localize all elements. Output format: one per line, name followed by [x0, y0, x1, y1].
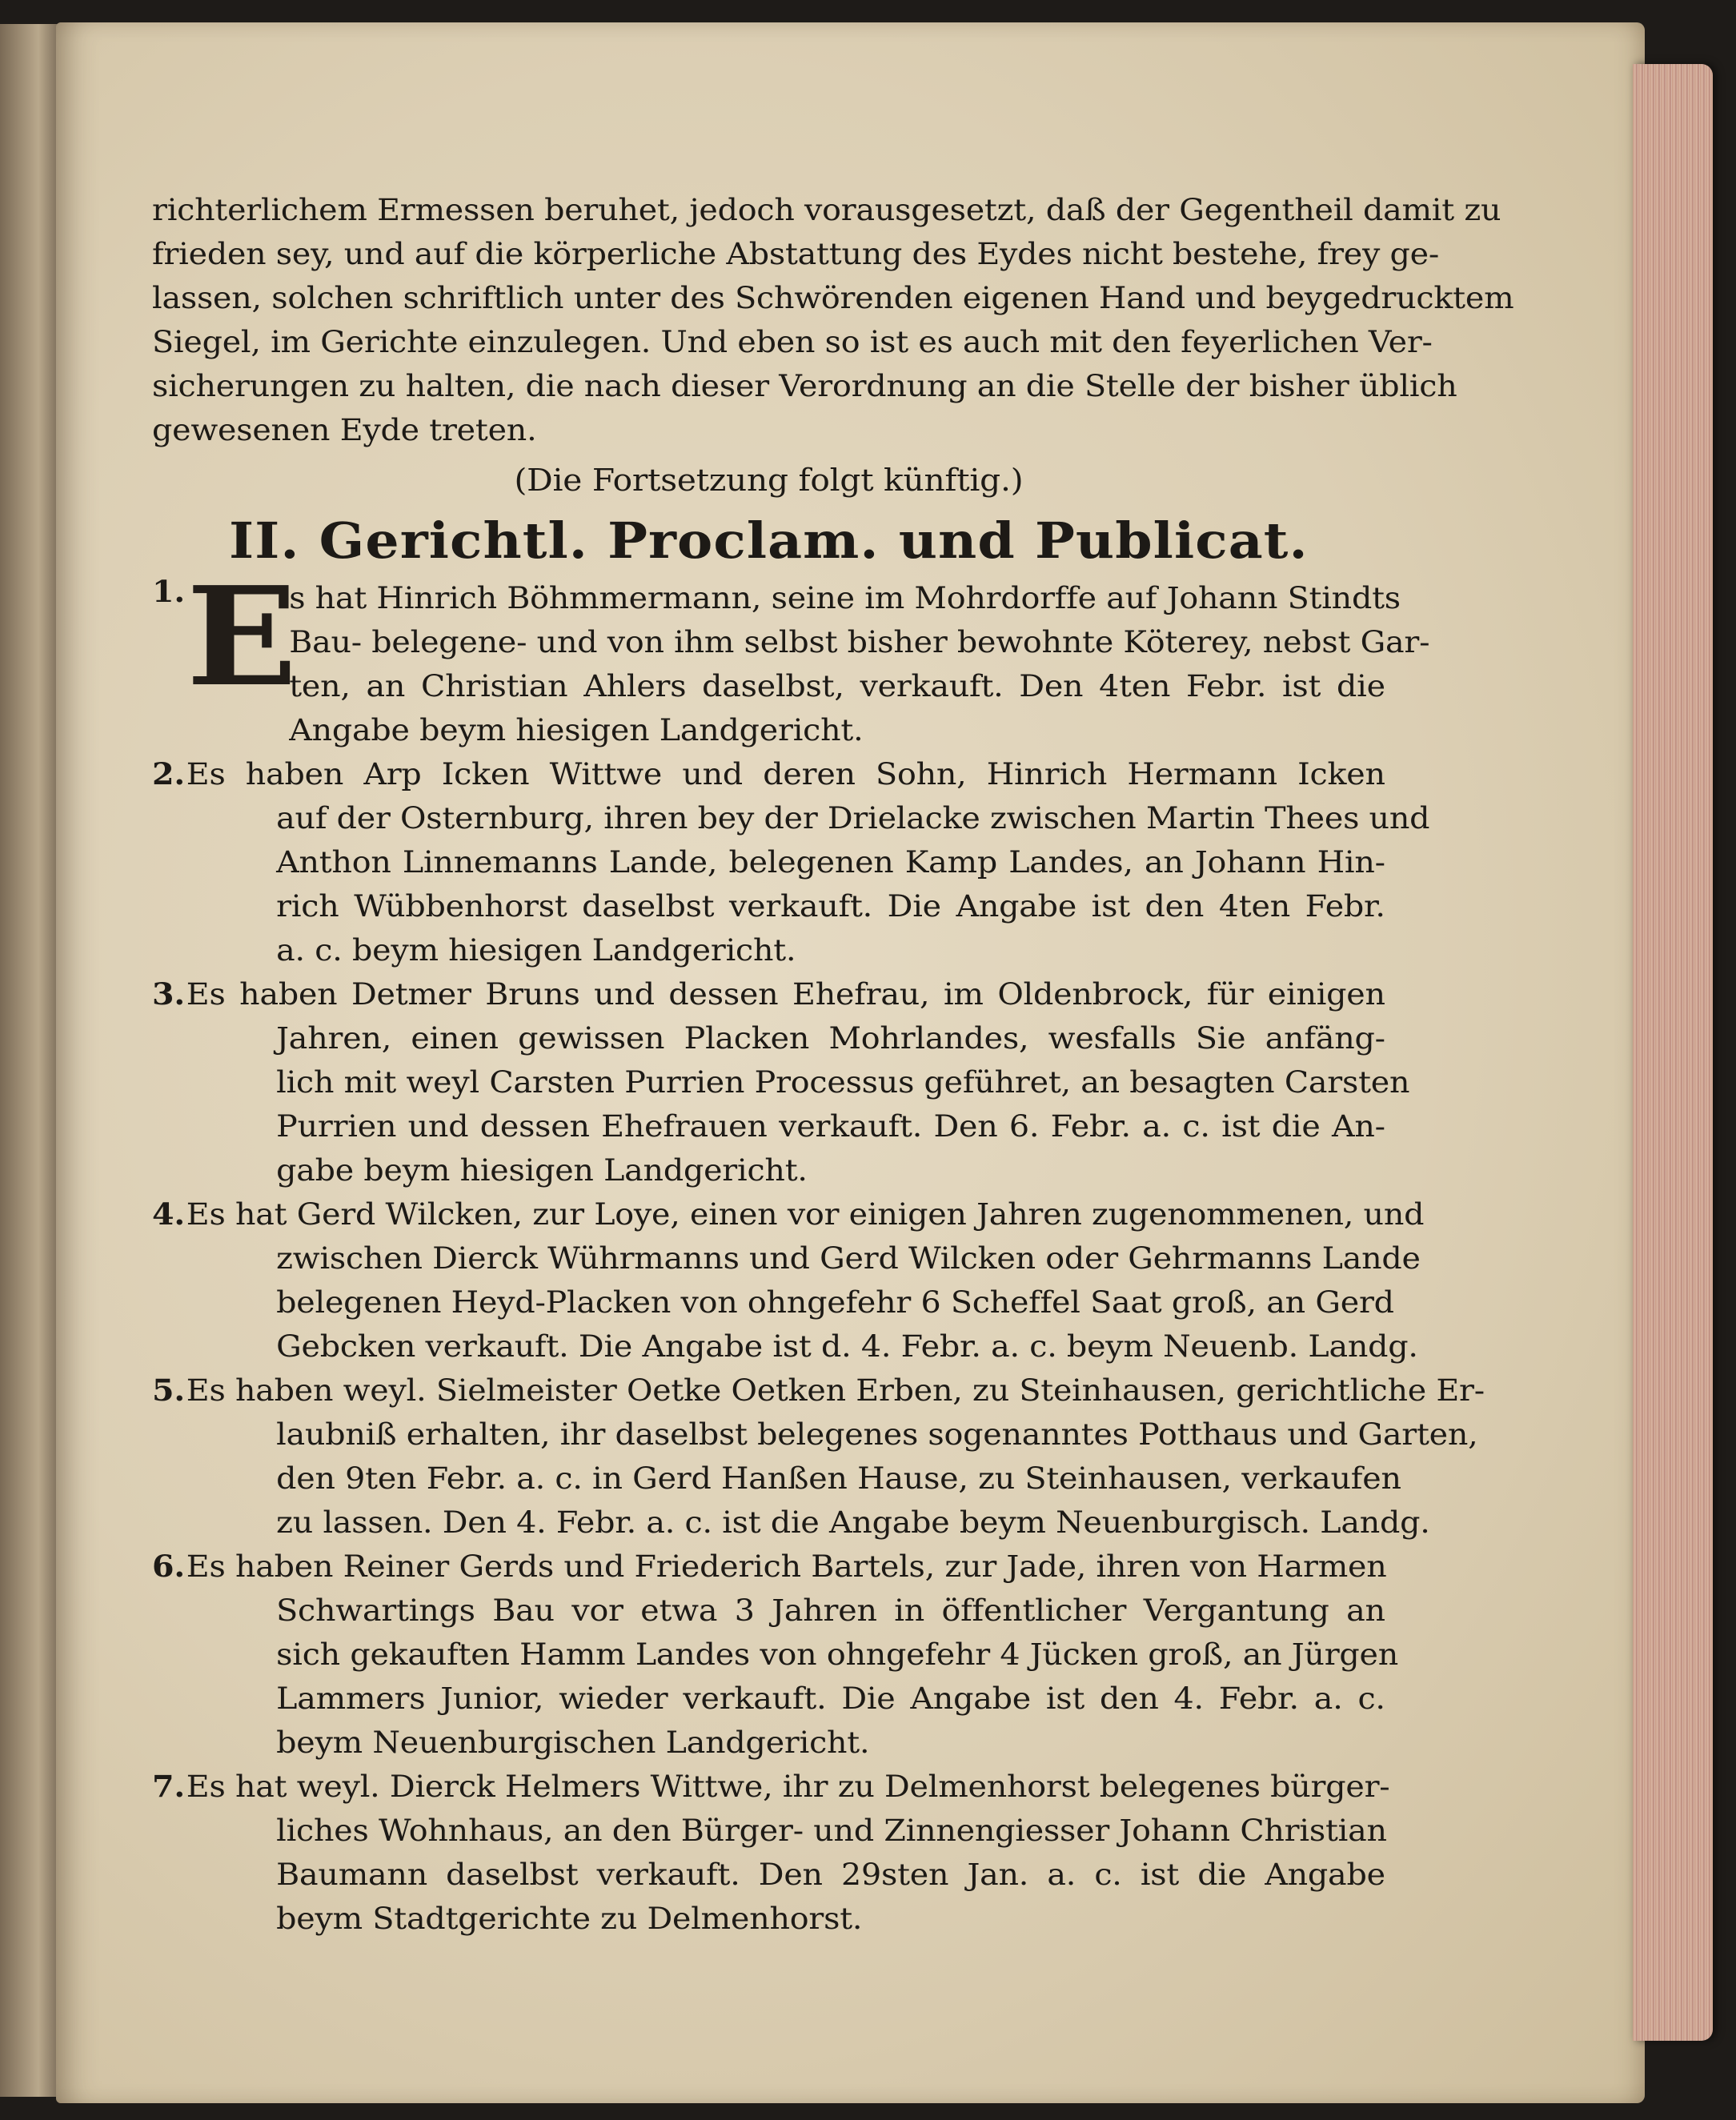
entry-line: den 9ten Febr. a. c. in Gerd Hanßen Hause, zu Steinhausen, verkaufen — [276, 1461, 1401, 1496]
entry-line: Es hat Gerd Wilcken, zur Loye, einen vor einigen Jahren zugenommenen, und — [186, 1197, 1425, 1232]
entry-number: 5. — [152, 1373, 185, 1408]
entry-line: Es haben Detmer Bruns und dessen Ehefrau, im Oldenbrock, für einigen — [186, 977, 1385, 1012]
section-heading: II. Gerichtl. Proclam. und Publicat. — [229, 511, 1309, 570]
notice-entry-4 — [152, 1192, 1425, 1369]
entry-line: liches Wohnhaus, an den Bürger- und Zinnengiesser Johann Christian — [276, 1813, 1387, 1848]
entry-line: Gebcken verkauft. Die Angabe ist d. 4. Febr. a. c. beym Neuenb. Landg. — [276, 1329, 1418, 1364]
entry-line: Purrien und dessen Ehefrauen verkauft. Den 6. Febr. a. c. ist die An- — [276, 1109, 1385, 1144]
intro-line: sicherungen zu halten, die nach dieser Verordnung an die Stelle der bisher üblich — [152, 369, 1457, 403]
notice-entry-1 — [152, 557, 1430, 752]
entry-line: auf der Osternburg, ihren bey der Drielacke zwischen Martin Thees und — [276, 801, 1430, 836]
entry-line: laubniß erhalten, ihr daselbst belegenes sogenanntes Potthaus und Garten, — [276, 1417, 1478, 1452]
entry-line: Bau- belegene- und von ihm selbst bisher bewohnte Köterey, nebst Gar- — [289, 625, 1430, 659]
entry-line: rich Wübbenhorst daselbst verkauft. Die Angabe ist den 4ten Febr. — [276, 889, 1385, 924]
entry-line: beym Neuenburgischen Landgericht. — [276, 1725, 870, 1760]
facing-page-edge — [0, 24, 64, 2097]
entry-line: Es haben Arp Icken Wittwe und deren Sohn, Hinrich Hermann Icken — [186, 757, 1385, 791]
entry-line: Jahren, einen gewissen Placken Mohrlandes, wesfalls Sie anfäng- — [276, 1021, 1385, 1056]
entry-line: lich mit weyl Carsten Purrien Processus geführet, an besagten Carsten — [276, 1065, 1410, 1100]
intro-line: lassen, solchen schriftlich unter des Schwörenden eigenen Hand und beygedrucktem — [152, 281, 1514, 315]
entry-number: 6. — [152, 1549, 185, 1584]
entry-line: Angabe beym hiesigen Landgericht. — [289, 713, 864, 747]
intro-line: gewesenen Eyde treten. — [152, 413, 537, 447]
intro-line: richterlichem Ermessen beruhet, jedoch vorausgesetzt, daß der Gegentheil damit zu — [152, 193, 1501, 227]
entry-line: Baumann daselbst verkauft. Den 29sten Jan. a. c. ist die Angabe — [276, 1858, 1385, 1892]
drop-cap: E — [186, 557, 298, 717]
continuation-note: (Die Fortsetzung folgt künftig.) — [514, 463, 1024, 498]
entry-line: sich gekauften Hamm Landes von ohngefehr 4 Jücken groß, an Jürgen — [276, 1637, 1399, 1672]
page-block-edges — [1633, 64, 1713, 2041]
entry-line: Es hat weyl. Dierck Helmers Wittwe, ihr zu Delmenhorst belegenes bürger- — [186, 1769, 1390, 1804]
entry-line: a. c. beym hiesigen Landgericht. — [276, 933, 796, 968]
entry-number: 1. — [152, 574, 185, 609]
entry-number: 7. — [152, 1769, 185, 1804]
notice-entry-5 — [152, 1369, 1485, 1545]
intro-line: Siegel, im Gerichte einzulegen. Und eben so ist es auch mit den feyerlichen Ver- — [152, 325, 1433, 359]
notice-entry-2 — [152, 752, 1430, 972]
notice-entry-3 — [152, 972, 1410, 1192]
entry-number: 4. — [152, 1196, 185, 1232]
entry-line: gabe beym hiesigen Landgericht. — [276, 1153, 808, 1188]
entry-line: s hat Hinrich Böhmmermann, seine im Mohrdorffe auf Johann Stindts — [289, 581, 1401, 615]
entry-number: 3. — [152, 976, 185, 1012]
entry-line: zwischen Dierck Wührmanns und Gerd Wilcken oder Gehrmanns Lande — [276, 1241, 1421, 1276]
intro-paragraph — [152, 188, 1514, 452]
entry-number: 2. — [152, 756, 185, 791]
entry-line: Anthon Linnemanns Lande, belegenen Kamp Landes, an Johann Hin- — [276, 845, 1385, 880]
notice-entry-6 — [152, 1545, 1399, 1765]
notice-entry-7 — [152, 1765, 1390, 1941]
entry-line: zu lassen. Den 4. Febr. a. c. ist die Angabe beym Neuenburgisch. Landg. — [276, 1505, 1430, 1540]
entry-line: ten, an Christian Ahlers daselbst, verkauft. Den 4ten Febr. ist die — [289, 669, 1385, 703]
entry-line: Schwartings Bau vor etwa 3 Jahren in öffentlicher Vergantung an — [276, 1593, 1385, 1628]
entry-line: beym Stadtgerichte zu Delmenhorst. — [276, 1902, 863, 1936]
entry-line: Lammers Junior, wieder verkauft. Die Angabe ist den 4. Febr. a. c. — [276, 1681, 1385, 1716]
entry-line: Es haben weyl. Sielmeister Oetke Oetken Erben, zu Steinhausen, gerichtliche Er- — [186, 1373, 1485, 1408]
intro-line: frieden sey, und auf die körperliche Abstattung des Eydes nicht bestehe, frey ge- — [152, 237, 1440, 271]
entry-line: Es haben Reiner Gerds und Friederich Bartels, zur Jade, ihren von Harmen — [186, 1549, 1387, 1584]
page-text — [152, 188, 1514, 1941]
entry-line: belegenen Heyd-Placken von ohngefehr 6 Scheffel Saat groß, an Gerd — [276, 1285, 1394, 1320]
